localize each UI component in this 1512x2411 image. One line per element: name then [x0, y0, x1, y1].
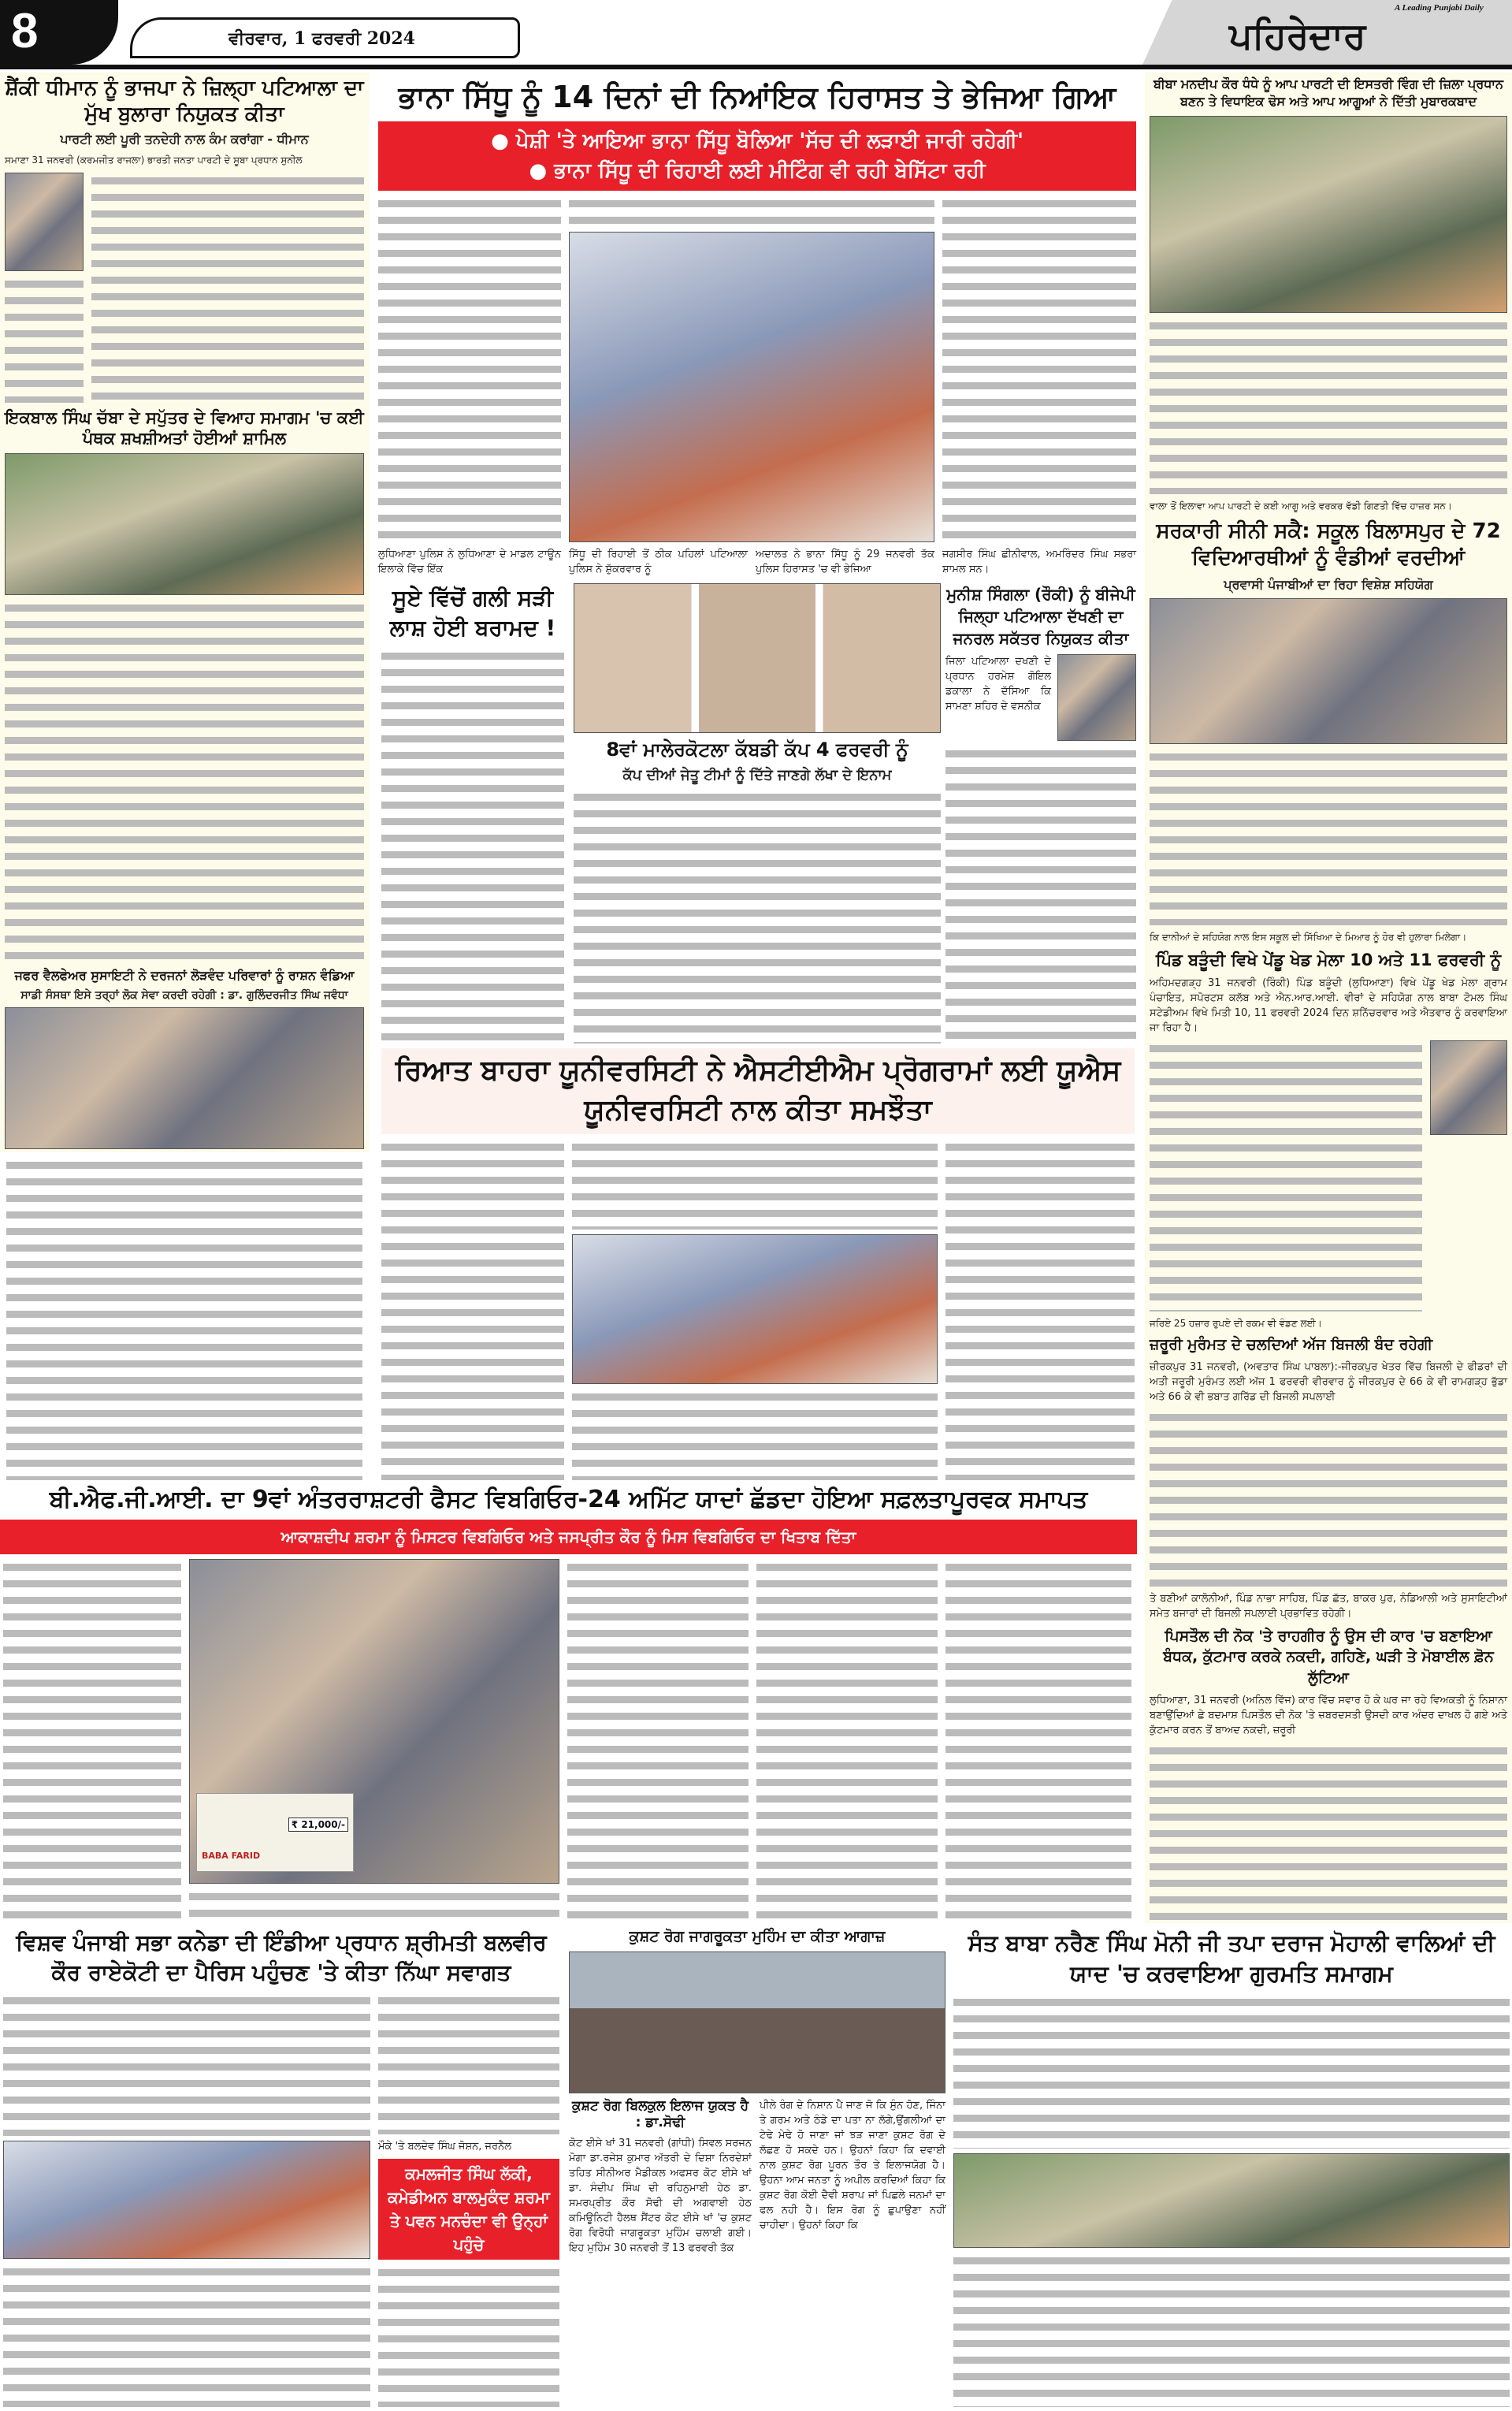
- story-column: ਕੋਟ ਈਸੇ ਖਾਂ 31 ਜਨਵਰੀ (ਗਾਂਧੀ) ਸਿਵਲ ਸਰਜਨ ਮੋਗਾ ਡਾ.ਰਜੇਸ਼ ਕੁਮਾਰ ਅੱਤਰੀ ਦੇ ਦਿਸ਼ਾ ਨਿਰਦੇਸ਼ਾਂ ਤਹਿਤ ਸੀਨੀਅਰ ਮੈਡੀਕਲ ਅਫਸਰ ਕੋਟ ਈਸੇ ਖਾਂ ਡਾ. ਸੰਦੀਪ ਸਿੰਘ ਦੀ ਰਹਿਨੁਮਾਈ ਹੇਠ ਡਾ. ਸਮਰਪ੍ਰੀਤ ਕੌਰ ਸੋਢੀ ਦੀ ਅਗਵਾਈ ਹੇਠ ਕਮਿਊਨਿਟੀ ਹੈਲਥ ਸੈਂਟਰ ਕੋਟ ਈਸੇ ਖਾਂ 'ਚ ਕੁਸ਼ਟ ਰੋਗ ਵਿਰੋਧੀ ਜਾਗਰੂਕਤਾ ਮੁਹਿੰਮ ਚਲਾਈ ਗਈ। ਇਹ ਮੁਹਿੰਮ 30 ਜਨਵਰੀ ਤੋਂ 13 ਫਰਵਰੀ ਤੱਕ: [569, 2138, 752, 2255]
- masthead-tagline: A Leading Punjabi Daily: [1395, 3, 1484, 13]
- three-portraits-photo: [574, 583, 941, 733]
- lead-story-columns: [378, 195, 1136, 578]
- story-body: [953, 1994, 1510, 2149]
- bullet-item: ● ਪੇਸ਼ੀ 'ਤੇ ਆਇਆ ਭਾਨਾ ਸਿੱਧੂ ਬੋਲਿਆ 'ਸੱਚ ਦੀ ਲੜਾਈ ਜਾਰੀ ਰਹੇਗੀ': [491, 128, 1023, 153]
- column-tail: ਜਗਸੀਰ ਸਿੰਘ ਛੀਨੀਵਾਲ, ਅਮਰਿੰਦਰ ਸਿੰਘ ਸਭਰਾ ਸ਼ਾਮਲ ਸਨ।: [942, 549, 1136, 575]
- story-body: [91, 173, 364, 403]
- photo-column: [189, 1559, 559, 1922]
- story-columns: [569, 2098, 945, 2407]
- portrait-photo: [1430, 1040, 1507, 1135]
- cheque-card: [196, 1793, 354, 1872]
- story-body: [3, 2264, 370, 2407]
- left-column: [0, 73, 369, 1152]
- callout-box: ਕਮਲਜੀਤ ਸਿੰਘ ਲੱਕੀ, ਕਮੇਡੀਅਨ ਬਾਲਮੁਕੰਦ ਸ਼ਰਮਾ ਤੇ ਪਵਨ ਮਨਚੰਦਾ ਵੀ ਉਨ੍ਹਾਂ ਪਹੁੰਚੇ: [378, 2159, 559, 2260]
- left-column-lower: [6, 1157, 362, 1480]
- students-uniform-photo: [1150, 598, 1507, 744]
- story-headline: ਬੀ.ਐਫ.ਜੀ.ਆਈ. ਦਾ 9ਵਾਂ ਅੰਤਰਰਾਸ਼ਟਰੀ ਫੈਸਟ ਵਿਬਗਿਓਰ-24 ਅਮਿੱਟ ਯਾਦਾਂ ਛੱਡਦਾ ਹੋਇਆ ਸਫ਼ਲਤਾਪੂਰਵਕ ਸਮਾਪਤ: [49, 1486, 1088, 1513]
- ration-distribution-photo: [5, 1007, 364, 1149]
- story-body: [3, 1559, 181, 1922]
- story-headline: ਇਕਬਾਲ ਸਿੰਘ ਚੱਬਾ ਦੇ ਸਪੁੱਤਰ ਦੇ ਵਿਆਹ ਸਮਾਗਮ 'ਚ ਕਈ ਪੰਥਕ ਸ਼ਖਸ਼ੀਅਤਾਂ ਹੋਈਆਂ ਸ਼ਾਮਿਲ: [5, 407, 364, 448]
- munish-story: [945, 583, 1136, 1044]
- cheque-amount: ₹ 21,000/-: [288, 1818, 348, 1832]
- story-headline: ਸੰਤ ਬਾਬਾ ਨਰੈਣ ਸਿੰਘ ਮੋਨੀ ਜੀ ਤਪਾ ਦਰਾਜ ਮੋਹਾਲੀ ਵਾਲਿਆਂ ਦੀ ਯਾਦ 'ਚ ਕਰਵਾਇਆ ਗੁਰਮਤਿ ਸਮਾਗਮ: [968, 1929, 1495, 1988]
- cheque-name: BABA FARID: [202, 1851, 261, 1861]
- fest-award-photo: [189, 1559, 559, 1885]
- story-subhead-banner: ਆਕਾਸ਼ਦੀਪ ਸ਼ਰਮਾ ਨੂੰ ਮਿਸਟਰ ਵਿਬਗਿਓਰ ਅਤੇ ਜਸਪ੍ਰੀਤ ਕੌਰ ਨੂੰ ਮਿਸ ਵਿਬਗਿਓਰ ਦਾ ਖਿਤਾਬ ਦਿੱਤਾ: [0, 1520, 1137, 1554]
- story-body: [567, 1559, 749, 1922]
- story-body: [572, 1139, 938, 1230]
- story-body: [378, 1992, 559, 2135]
- column-tail: ਲੁਧਿਆਣਾ ਪੁਲਿਸ ਨੇ ਲੁਧਿਆਣਾ ਦੇ ਮਾਡਲ ਟਾਊਨ ਇਲਾਕੇ ਵਿੱਚ ਇੱਕ: [378, 549, 561, 575]
- story-column-wide: [572, 1139, 938, 1480]
- story-lead: ਜ਼ੀਰਕਪੁਰ 31 ਜਨਵਰੀ, (ਅਵਤਾਰ ਸਿੰਘ ਪਾਬਲਾ):-ਜੀਰਕਪੁਰ ਖੇਤਰ ਵਿੱਚ ਬਿਜਲੀ ਦੇ ਫੀਡਰਾਂ ਦੀ ਅਤੀ ਜਰੂਰੀ ਮੁਰੰਮਤ ਲਈ ਅੱਜ 1 ਫਰਵਰੀ ਵੀਰਵਾਰ ਨੂੰ ਜੀਰਕਪੁਰ ਦੇ 66 ਕੇ ਵੀ ਰਾਮਗੜ੍ਹ ਭੁੱਡਾ ਅਤੇ 66 ਕੇ ਵੀ ਭਬਾਤ ਗਰਿੱਡ ਦੀ ਬਿਜਲੀ ਸਪਲਾਈ: [1150, 1361, 1507, 1403]
- issue-date: ਵੀਰਵਾਰ, 1 ਫਰਵਰੀ 2024: [228, 28, 415, 49]
- story-body: [378, 2264, 559, 2407]
- riyat-story: [381, 1048, 1135, 1480]
- story-body: [574, 789, 941, 1044]
- paris-welcome-photo: [3, 2141, 370, 2259]
- column-tails: [569, 547, 934, 577]
- party-felicitation-photo: [1150, 116, 1507, 313]
- story-tail: ਕਿ ਦਾਨੀਆਂ ਦੇ ਸਹਿਯੋਗ ਨਾਲ ਇਸ ਸਕੂਲ ਦੀ ਸਿੱਖਿਆ ਦੇ ਮਿਆਰ ਨੂੰ ਹੋਰ ਵੀ ਹੁਲਾਰਾ ਮਿਲੇਗਾ।: [1150, 932, 1467, 943]
- story-subhead: ਪਾਰਟੀ ਲਈ ਪੂਰੀ ਤਨਦੇਹੀ ਨਾਲ ਕੰਮ ਕਰਾਂਗਾ - ਧੀਮਾਨ: [60, 132, 309, 147]
- wedding-photo: [5, 453, 364, 595]
- story-headline: ਬੀਬਾ ਮਨਦੀਪ ਕੌਰ ਧੰਧੇ ਨੂੰ ਆਪ ਪਾਰਟੀ ਦੀ ਇਸਤਰੀ ਵਿੰਗ ਦੀ ਜ਼ਿਲਾ ਪ੍ਰਧਾਨ ਬਣਨ ਤੇ ਵਿਧਾਇਕ ਢੋਸ ਅਤੇ ਆਪ ਆਗੂਆਂ ਨੇ ਦਿੱਤੀ ਮੁਬਾਰਕਬਾਦ: [1154, 76, 1503, 110]
- portrait-photo: [5, 173, 84, 271]
- story-lead: ਲੁਧਿਆਣਾ, 31 ਜਨਵਰੀ (ਅਨਿਲ ਵਿੱਜ) ਕਾਰ ਵਿੱਚ ਸਵਾਰ ਹੋ ਕੇ ਘਰ ਜਾ ਰਹੇ ਵਿਅਕਤੀ ਨੂੰ ਨਿਸ਼ਾਨਾ ਬਣਾਉਂਦਿਆਂ ਛੇ ਬਦਮਾਸ਼ ਪਿਸਤੌਲ ਦੀ ਨੋਕ 'ਤੇ ਜ਼ਬਰਦਸਤੀ ਉਸਦੀ ਕਾਰ ਅੰਦਰ ਦਾਖਲ ਹੋ ਗਏ ਅਤੇ ਕੁੱਟਮਾਰ ਕਰਨ ਤੋਂ ਬਾਅਦ ਨਕਦੀ, ਜ਼ਰੂਰੀ: [1150, 1695, 1507, 1737]
- awareness-rally-photo: [569, 1951, 945, 2093]
- story-body: [5, 276, 84, 403]
- story-body: [3, 1992, 370, 2136]
- story-body: [1150, 318, 1507, 495]
- story-body: [572, 1389, 938, 1480]
- story-lead-row: [945, 654, 1136, 741]
- bfgi-story: [0, 1485, 1137, 1922]
- story-body: [5, 600, 364, 963]
- story-subhead: ਪ੍ਰਵਾਸੀ ਪੰਜਾਬੀਆਂ ਦਾ ਰਿਹਾ ਵਿਸ਼ੇਸ਼ ਸਹਿਯੋਗ: [1224, 576, 1433, 592]
- story-body: [1150, 1409, 1507, 1587]
- story-headline: ਮੁਨੀਸ਼ ਸਿੰਗਲਾ (ਰੌਕੀ) ਨੂੰ ਬੀਜੇਪੀ ਜਿਲ੍ਹਾ ਪਟਿਆਲਾ ਦੱਖਣੀ ਦਾ ਜਨਰਲ ਸਕੱਤਰ ਨਿਯੁਕਤ ਕੀਤਾ: [946, 585, 1135, 648]
- story-headline: ਰਿਆਤ ਬਾਹਰਾ ਯੂਨੀਵਰਸਿਟੀ ਨੇ ਐਸਟੀਈਐਮ ਪ੍ਰੋਗਰਾਮਾਂ ਲਈ ਯੂਐਸ ਯੂਨੀਵਰਸਿਟੀ ਨਾਲ ਕੀਤਾ ਸਮਝੌਤਾ: [381, 1048, 1135, 1134]
- story-body-side: [5, 173, 84, 403]
- story-column: [569, 2098, 752, 2407]
- story-column: [378, 1992, 559, 2407]
- masthead-logo: ਪਹਿਰੇਦਾਰ: [1229, 14, 1366, 57]
- bottom-story-1: [3, 1928, 559, 2407]
- bullet-item: ● ਭਾਨਾ ਸਿੱਧੂ ਦੀ ਰਿਹਾਈ ਲਈ ਮੀਟਿੰਗ ਵੀ ਰਹੀ ਬੇਸਿੱਟਾ ਰਹੀ: [529, 158, 986, 183]
- story-body: [756, 1559, 938, 1922]
- story-body: [378, 195, 561, 543]
- munish-portrait: [1057, 654, 1136, 741]
- story-tail: ਮੌਕੇ 'ਤੇ ਬਲਦੇਵ ਸਿੰਘ ਜੋਸ਼ਨ, ਜਰਨੈਲ: [378, 2141, 512, 2153]
- story-headline: ਜ਼ਰੂਰੀ ਮੁਰੰਮਤ ਦੇ ਚਲਦਿਆਂ ਅੱਜ ਬਿਜਲੀ ਬੰਦ ਰਹੇਗੀ: [1150, 1336, 1433, 1354]
- lead-story: [378, 79, 1136, 577]
- mou-signing-photo: [572, 1234, 938, 1384]
- story-column: [378, 195, 561, 578]
- story-body: [189, 1888, 559, 1922]
- right-column: [1145, 73, 1512, 1923]
- story-body: [1150, 1040, 1422, 1312]
- story-headline: ਪਿੰਡ ਬੜੂੰਦੀ ਵਿਖੇ ਪੇਂਡੂ ਖੇਡ ਮੇਲਾ 10 ਅਤੇ 11 ਫਰਵਰੀ ਨੂੰ: [1155, 951, 1502, 970]
- story-headline: ਕੁਸ਼ਟ ਰੋਗ ਜਾਗਰੂਕਤਾ ਮੁਹਿੰਮ ਦਾ ਕੀਤਾ ਆਗਾਜ਼: [629, 1928, 886, 1945]
- gurmat-samagam-photo: [953, 2153, 1510, 2248]
- bfgi-columns: [0, 1559, 1137, 1922]
- lead-headline: ਭਾਨਾ ਸਿੱਧੂ ਨੂੰ 14 ਦਿਨਾਂ ਦੀ ਨਿਆਂਇਕ ਹਿਰਾਸਤ ਤੇ ਭੇਜਿਆ ਗਿਆ: [398, 80, 1116, 114]
- story-lead: ਜਿਲਾ ਪਟਿਆਲਾ ਦਖਣੀ ਦੇ ਪ੍ਰਧਾਨ ਹਰਮੇਸ਼ ਗੋਇਲ ਡਕਾਲਾ ਨੇ ਦੱਸਿਆ ਕਿ ਸਾਮਣਾ ਸ਼ਹਿਰ ਦੇ ਵਸਨੀਕ: [945, 656, 1051, 713]
- story-body: [945, 1139, 1135, 1480]
- story-body: [1150, 749, 1507, 926]
- story-headline: ਪਿਸਤੌਲ ਦੀ ਨੋਕ 'ਤੇ ਰਾਹਗੀਰ ਨੂੰ ਉਸ ਦੀ ਕਾਰ 'ਚ ਬਣਾਇਆ ਬੰਧਕ, ਕੁੱਟਮਾਰ ਕਰਕੇ ਨਕਦੀ, ਗਹਿਣੇ, ਘੜੀ ਤੇ ਮੋਬਾਈਲ ਫ਼ੋਨ ਲੁੱਟਿਆ: [1163, 1627, 1494, 1687]
- story-body: [942, 195, 1136, 543]
- story-headline: ਸਰਕਾਰੀ ਸੀਨੀ ਸਕੈ: ਸਕੂਲ ਬਿਲਾਸਪੁਰ ਦੇ 72 ਵਿਦਿਆਰਥੀਆਂ ਨੂੰ ਵੰਡੀਆਂ ਵਰਦੀਆਂ: [1156, 519, 1501, 571]
- story-body: [381, 1139, 564, 1480]
- body-story: [381, 583, 564, 1044]
- lead-bullets-banner: [378, 121, 1136, 191]
- story-tail: ਵਾਲਾ ਤੋਂ ਇਲਾਵਾ ਆਪ ਪਾਰਟੀ ਦੇ ਕਈ ਆਗੂ ਅਤੇ ਵਰਕਰ ਵੱਡੀ ਗਿਣਤੀ ਵਿੱਚ ਹਾਜ਼ਰ ਸਨ।: [1150, 500, 1452, 512]
- story-lead: ਸਮਾਣਾ 31 ਜਨਵਰੀ (ਕਰਮਜੀਤ ਰਾਜਲਾ) ਭਾਰਤੀ ਜਨਤਾ ਪਾਰਟੀ ਦੇ ਸੂਬਾ ਪ੍ਰਧਾਨ ਸੁਨੀਲ: [5, 154, 303, 166]
- bhana-sidhu-photo: [569, 232, 934, 543]
- story-tail: ਜਰਿਏ 25 ਹਜ਼ਾਰ ਰੁਪਏ ਦੀ ਰਕਮ ਵੀ ਵੰਡਣ ਲਈ।: [1150, 1318, 1322, 1330]
- column-tail: ਸਿੱਧੂ ਦੀ ਰਿਹਾਈ ਤੋਂ ਠੀਕ ਪਹਿਲਾਂ ਪਟਿਆਲਾ ਪੁਲਿਸ ਨੇ ਸ਼ੁੱਕਰਵਾਰ ਨੂੰ: [569, 549, 748, 575]
- story-body: [569, 195, 934, 227]
- story-subhead: ਸਾਡੀ ਸੰਸਥਾ ਇਸੇ ਤਰ੍ਹਾਂ ਲੋਕ ਸੇਵਾ ਕਰਦੀ ਰਹੇਗੀ : ਡਾ. ਗੁਲਿੰਦਰਜੀਤ ਸਿੰਘ ਜਵੰਧਾ: [20, 988, 348, 1002]
- story-headline: 8ਵਾਂ ਮਾਲੇਰਕੋਟਲਾ ਕੱਬਡੀ ਕੱਪ 4 ਫਰਵਰੀ ਨੂੰ: [606, 739, 908, 761]
- masthead-bar: [0, 0, 1512, 69]
- story-column-wide: [3, 1992, 370, 2407]
- column-tail: ਅਦਾਲਤ ਨੇ ਭਾਨਾ ਸਿੱਧੂ ਨੂੰ 29 ਜਨਵਰੀ ਤੱਕ ਪੁਲਿਸ ਹਿਰਾਸਤ 'ਚ ਵੀ ਭੇਜਿਆ: [756, 549, 934, 575]
- story-headline: ਸ਼ੈਂਕੀ ਧੀਮਾਨ ਨੂੰ ਭਾਜਪਾ ਨੇ ਜ਼ਿਲ੍ਹਾ ਪਟਿਆਲਾ ਦਾ ਮੁੱਖ ਬੁਲਾਰਾ ਨਿਯੁਕਤ ਕੀਤਾ: [5, 76, 364, 126]
- kabaddi-story: [574, 583, 941, 1044]
- story-body: [945, 1559, 1131, 1922]
- story-body-row: [1150, 1040, 1507, 1312]
- story-subhead: ਕੱਪ ਦੀਆਂ ਜੇਤੂ ਟੀਮਾਂ ਨੂੰ ਦਿੱਤੇ ਜਾਣਗੇ ਲੱਖਾ ਦੇ ਇਨਾਮ: [622, 767, 892, 783]
- story-body: [381, 648, 564, 1044]
- story-body-row: [5, 173, 364, 403]
- story-column-wide: [569, 195, 934, 578]
- story-tail: ਤੇ ਬਣੀਆਂ ਕਾਲੋਨੀਆਂ, ਪਿੰਡ ਨਾਭਾ ਸਾਹਿਬ, ਪਿੰਡ ਛੱਤ, ਬਾਕਰ ਪੁਰ, ਨੰਡਿਆਲੀ ਅਤੇ ਸੁਸਾਇਟੀਆਂ ਸਮੇਤ ਬਜਾਰਾਂ ਦੀ ਬਿਜਲੀ ਸਪਲਾਈ ਪ੍ਰਭਾਵਿਤ ਰਹੇਗੀ।: [1150, 1592, 1507, 1620]
- story-column: [942, 195, 1136, 578]
- story-body: [945, 746, 1136, 1044]
- story-column: ਪੀਲੇ ਰੰਗ ਦੇ ਨਿਸ਼ਾਨ ਪੈ ਜਾਣ ਜੋ ਕਿ ਸੁੰਨ ਹੋਣ, ਜਿੰਨਾ ਤੇ ਗਰਮ ਅਤੇ ਠੰਡੇ ਦਾ ਪਤਾ ਨਾ ਲੱਗੇ,ਉਂਗਲੀਆਂ ਦਾ ਟੇਢੇ ਮੇਢੇ ਹੋ ਜਾਣਾ ਜਾਂ ਝੜ ਜਾਣਾ ਕੁਸ਼ਟ ਰੋਗ ਦੇ ਲੱਛਣ ਹੋ ਸਕਦੇ ਹਨ। ਉਹਨਾਂ ਕਿਹਾ ਕਿ ਦਵਾਈ ਨਾਲ ਕੁਸ਼ਟ ਰੋਗ ਪੂਰਨ ਤੌਰ ਤੇ ਇਲਾਜਯੋਗ ਹੈ। ਉਹਨਾ ਆਮ ਜਨਤਾ ਨੂੰ ਅਪੀਲ ਕਰਦਿਆਂ ਕਿਹਾ ਕਿ ਕੁਸ਼ਟ ਰੋਗ ਕੋਈ ਦੈਵੀ ਸ਼ਰਾਪ ਜਾਂ ਪਿਛਲੇ ਜਨਮਾਂ ਦਾ ਫਲ ਨਹੀ ਹੈ। ਇਸ ਰੋਗ ਨੂੰ ਛੁਪਾਉਣਾ ਨਹੀਂ ਚਾਹੀਦਾ। ਉਹਨਾਂ ਕਿਹਾ ਕਿ: [760, 2099, 945, 2231]
- story-columns: [3, 1992, 559, 2407]
- story-body: [1150, 1743, 1507, 1920]
- bottom-story-2: [569, 1928, 945, 2407]
- story-subhead: ਕੁਸ਼ਟ ਰੋਗ ਬਿਲਕੁਲ ਇਲਾਜ ਯੁਕਤ ਹੈ : ਡਾ.ਸੋਢੀ: [571, 2097, 749, 2130]
- story-body: [6, 1157, 362, 1480]
- story-headline: ਵਿਸ਼ਵ ਪੰਜਾਬੀ ਸਭਾ ਕਨੇਡਾ ਦੀ ਇੰਡੀਆ ਪ੍ਰਧਾਨ ਸ਼੍ਰੀਮਤੀ ਬਲਵੀਰ ਕੌਰ ਰਾਏਕੋਟੀ ਦਾ ਪੈਰਿਸ ਪਹੁੰਚਣ 'ਤੇ ਕੀਤਾ ਨਿੱਘਾ ਸਵਾਗਤ: [16, 1929, 547, 1985]
- story-lead: ਅਹਿਮਦਗੜ੍ਹ 31 ਜਨਵਰੀ (ਰਿੰਕੀ) ਪਿੰਡ ਬੜੂੰਦੀ (ਲੁਧਿਆਣਾ) ਵਿਖੇ ਪੇਂਡੂ ਖੇਡ ਮੇਲਾ ਗ੍ਰਾਮ ਪੰਚਾਇਤ, ਸਪੋਰਟਸ ਕਲੱਬ ਅਤੇ ਐਨ.ਆਰ.ਆਈ. ਵੀਰਾਂ ਦੇ ਸਹਿਯੋਗ ਨਾਲ ਬਾਬਾ ਟੋਮਲ ਸਿੰਘ ਸਟੇਡੀਅਮ ਵਿਖੇ ਮਿਤੀ 10, 11 ਫਰਵਰੀ 2024 ਦਿਨ ਸ਼ਨਿੱਚਰਵਾਰ ਅਤੇ ਐਤਵਾਰ ਨੂੰ ਕਰਵਾਇਆ ਜਾ ਰਿਹਾ ਹੈ।: [1150, 977, 1507, 1034]
- story-body: [953, 2253, 1510, 2407]
- bottom-story-3: [953, 1928, 1510, 2407]
- riyat-columns: [381, 1139, 1135, 1480]
- story-headline: ਜਫਰ ਵੈਲਫੇਅਰ ਸੁਸਾਇਟੀ ਨੇ ਦਰਜਨਾਂ ਲੋੜਵੰਦ ਪਰਿਵਾਰਾਂ ਨੂੰ ਰਾਸ਼ਨ ਵੰਡਿਆ: [14, 967, 355, 983]
- page-number: 8: [11, 4, 39, 58]
- story-headline: ਸੂਏ ਵਿੱਚੋਂ ਗਲੀ ਸੜੀ ਲਾਸ਼ ਹੋਈ ਬਰਾਮਦ !: [389, 585, 556, 641]
